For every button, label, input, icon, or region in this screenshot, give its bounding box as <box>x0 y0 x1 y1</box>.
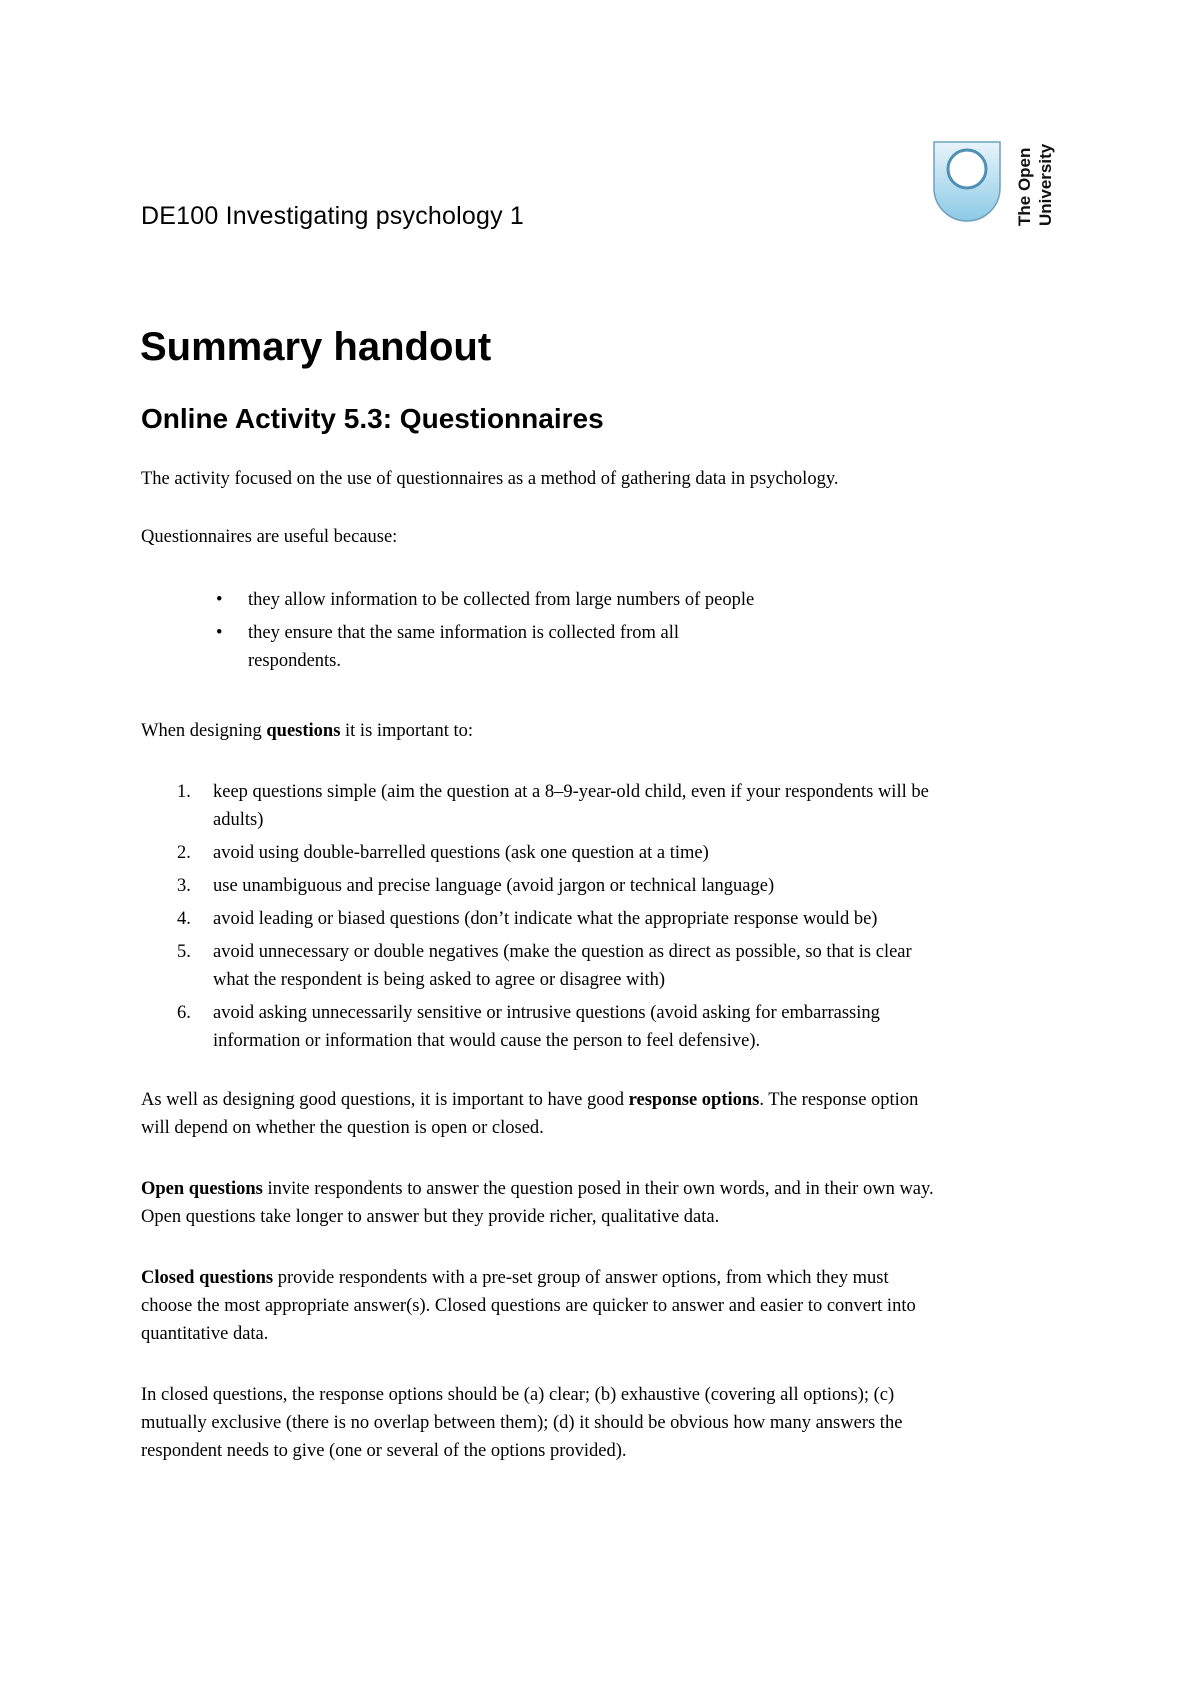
list-number: 6. <box>177 1003 191 1023</box>
closed-questions-paragraph <box>141 1264 916 1348</box>
response-bold: response options <box>628 1090 760 1110</box>
list-item <box>141 839 1061 867</box>
list-number: 4. <box>177 909 191 929</box>
closed-options-line3: respondent needs to give (one or several of the options provided). <box>141 1441 627 1461</box>
list-number: 5. <box>177 942 191 962</box>
designing-post: it is important to: <box>340 721 473 741</box>
open-questions-line2: Open questions take longer to answer but they provide richer, qualitative data. <box>141 1207 720 1227</box>
logo-text-line2: University <box>1036 143 1055 226</box>
list-item-text: they ensure that the same information is collected from all <box>248 623 680 643</box>
logo-text-line1: The Open <box>1015 147 1034 226</box>
list-item-text: avoid asking unnecessarily sensitive or intrusive questions (avoid asking for embarrassing <box>213 1003 880 1023</box>
closed-questions-line1: provide respondents with a pre-set group of answer options, from which they must <box>273 1268 889 1288</box>
bullet-icon: • <box>216 623 223 643</box>
list-item-text: avoid unnecessary or double negatives (make the question as direct as possible, so that is clear <box>213 942 912 962</box>
useful-intro: Questionnaires are useful because: <box>141 527 398 547</box>
open-questions-bold: Open questions <box>141 1179 263 1199</box>
response-line2: will depend on whether the question is open or closed. <box>141 1118 544 1138</box>
list-item <box>141 586 754 614</box>
design-list <box>141 778 1061 1060</box>
closed-questions-bold: Closed questions <box>141 1268 274 1288</box>
useful-list <box>141 586 754 680</box>
designing-bold: questions <box>266 721 341 741</box>
list-item <box>141 938 1061 994</box>
page-title: Summary handout <box>140 325 492 369</box>
list-number: 3. <box>177 876 191 896</box>
list-item-text: avoid leading or biased questions (don’t indicate what the appropriate response would be) <box>213 909 878 929</box>
closed-questions-line2: choose the most appropriate answer(s). Closed questions are quicker to answer and easier to convert into <box>141 1296 916 1316</box>
activity-title: Online Activity 5.3: Questionnaires <box>141 403 604 434</box>
designing-paragraph <box>141 717 473 745</box>
closed-options-line1: In closed questions, the response options should be (a) clear; (b) exhaustive (covering all options); (c) <box>141 1385 895 1405</box>
list-item <box>141 778 1061 834</box>
closed-options-paragraph <box>141 1381 902 1465</box>
list-item <box>141 872 1061 900</box>
intro-paragraph: The activity focused on the use of questionnaires as a method of gathering data in psychology. <box>141 469 839 489</box>
course-title: DE100 Investigating psychology 1 <box>141 202 525 230</box>
list-item <box>141 905 1061 933</box>
open-university-logo <box>930 138 1070 230</box>
list-item-text-cont: adults) <box>213 810 264 830</box>
open-questions-line1: invite respondents to answer the question posed in their own words, and in their own way. <box>262 1179 934 1199</box>
list-item-text: keep questions simple (aim the question at a 8–9-year-old child, even if your respondents will be <box>213 782 929 802</box>
shield-icon <box>934 142 1000 221</box>
open-questions-paragraph <box>141 1175 934 1231</box>
logo-wordmark <box>1015 143 1055 226</box>
list-item-text: use unambiguous and precise language (avoid jargon or technical language) <box>213 876 775 896</box>
list-item <box>141 999 1061 1055</box>
closed-questions-line3: quantitative data. <box>141 1324 269 1344</box>
list-item-text-cont: information or information that would cause the person to feel defensive). <box>213 1031 761 1051</box>
designing-pre: When designing <box>141 721 267 741</box>
closed-options-line2: mutually exclusive (there is no overlap between them); (d) it should be obvious how many answers the <box>141 1413 903 1433</box>
list-number: 2. <box>177 843 191 863</box>
list-item-text: they allow information to be collected from large numbers of people <box>248 590 755 610</box>
response-post: . The response option <box>759 1090 919 1110</box>
list-item-text: avoid using double-barrelled questions (ask one question at a time) <box>213 843 709 863</box>
list-item-text-cont: what the respondent is being asked to agree or disagree with) <box>213 970 666 990</box>
bullet-icon: • <box>216 590 223 610</box>
response-pre: As well as designing good questions, it is important to have good <box>141 1090 629 1110</box>
list-number: 1. <box>177 782 191 802</box>
list-item <box>141 619 754 675</box>
list-item-text-cont: respondents. <box>248 651 341 671</box>
response-paragraph <box>141 1086 918 1142</box>
